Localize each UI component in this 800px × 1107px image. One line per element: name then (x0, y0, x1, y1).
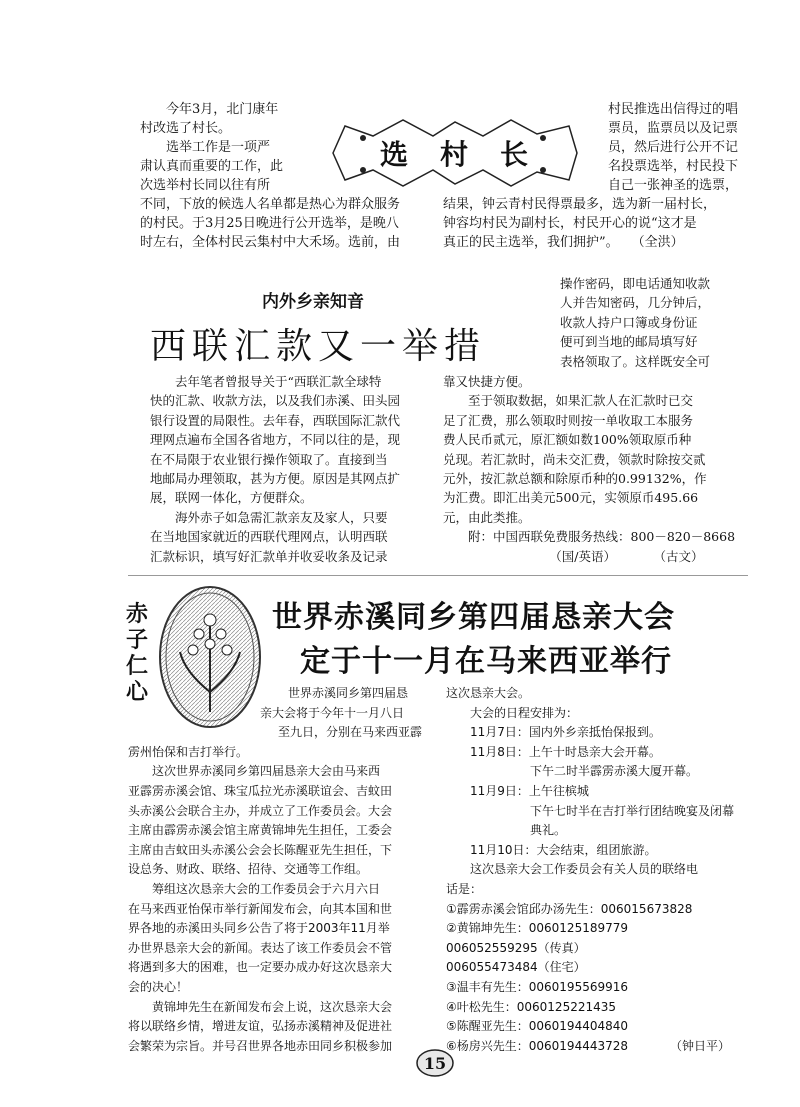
article2-right-line: 为汇费。即汇出美元500元，实领原币495.66 (443, 490, 699, 506)
article3-right-line: 006055473484（住宅） (446, 960, 586, 975)
column-label-char: 心 (125, 680, 148, 705)
article2-right-line: 兑现。若汇款时，尚未交汇费，领款时除按交贰 (443, 451, 706, 467)
article1-right-line: 自己一张神圣的选票， (607, 178, 738, 193)
article1-right-line: 票员，监票员以及记票 (607, 121, 738, 136)
article3-right-line: 11月7日：国内外乡亲抵怡保报到。 (446, 725, 661, 740)
article3-right-line: 11月8日：上午十时恳亲大会开幕。 (446, 744, 661, 759)
article1-left-line: 肃认真而重要的工作，此 (140, 159, 284, 174)
article3-left-line: 会繁荣为宗旨。并号召世界各地赤田同乡积极参加 (128, 1038, 393, 1053)
article1-bottom-left-line: 的村民。于3月25日晚进行公开选举，是晚八 (140, 216, 399, 231)
article3-left-line: 将遇到多大的困难，也一定要办成办好这次恳亲大 (128, 960, 393, 975)
article1-right-line: 员，然后进行公开不记 (607, 140, 738, 155)
article3-right-line: 话是： (446, 881, 483, 896)
article1-bottom-right-line: 钟容均村民为副村长，村民开心的说“这才是 (443, 216, 697, 231)
article3-right-line: ②黄锦坤先生：0060125189779 (446, 921, 629, 936)
article3-left-line: 至九日，分别在马来西亚霹 (278, 725, 423, 740)
article2-right-top-line: 人并告知密码，几分钟后， (560, 295, 711, 311)
article2-right-top-line: 操作密码，即电话通知收款 (560, 276, 711, 291)
section-divider (128, 575, 748, 576)
article3-left-line: 黄锦坤先生在新闻发布会上说，这次恳亲大会 (128, 999, 393, 1014)
article3-right-line: ③温丰有先生：0060195569916 (446, 979, 629, 994)
article3-left-line: 筹组这次恳亲大会的工作委员会于六月六日 (128, 881, 381, 896)
article2-kicker: 内外乡亲知音 (262, 292, 364, 312)
article2-right-line: （国/英语） （古文） (443, 548, 704, 564)
article1-bottom-right-line: 真正的民主选举，我们拥护”。 （全洪） (443, 235, 684, 250)
article2-right-line: 至于领取数据，如果汇款人在汇款时已交 (443, 393, 694, 409)
article2-left-line: 银行设置的局限性。去年春，西联国际汇款代 (150, 412, 401, 428)
article2-left-line: 去年笔者曾报导关于“西联汇款全球特 (150, 374, 382, 389)
article3-left-line: 亲大会将于今年十一月八日 (260, 705, 405, 720)
article3-right-line: 下午七时半在吉打举行团结晚宴及闭幕 (446, 803, 735, 818)
article3-left-line: 主席由霹雳赤溪会馆主席黄锦坤先生担任，工委会 (128, 823, 393, 838)
article3-right-line: 这次恳亲大会工作委员会有关人员的联络电 (446, 862, 699, 877)
headline-char: 长 (500, 138, 529, 171)
article3-left-line: 主席由吉蚊田头赤溪公会会长陈醒亚先生担任，下 (128, 842, 393, 857)
article3-right-line: ⑥杨房兴先生：0060194443728 （钟日平） (446, 1038, 731, 1053)
article1-bottom-right-line: 结果，钟云青村民得票最多，选为新一届村长， (443, 197, 717, 212)
article1-headline (323, 112, 585, 194)
article3-left-line: 办世界恳亲大会的新闻。表达了该工作委员会不管 (128, 940, 393, 955)
article3-left-line: 头赤溪公会联合主办，并成立了工作委员会。大会 (128, 803, 393, 818)
headline-char: 村 (439, 138, 468, 171)
article2-left-line: 汇款标识，填写好汇款单并收妥收条及记录 (150, 548, 388, 564)
article1-left-line: 村改选了村长。 (140, 121, 232, 136)
article2-right-line: 足了汇费，那么领取时则按一单收取工本服务 (443, 412, 694, 428)
article2-title: 西联汇款又一举措 (150, 326, 487, 367)
article3-title-line2: 定于十一月在马来西亚举行 (300, 644, 672, 679)
article1-left-line: 今年3月，北门康年 (140, 102, 279, 117)
article1-left-line: 选举工作是一项严 (140, 140, 271, 155)
article2-right-top-line: 便可到当地的邮局填写好 (560, 334, 698, 350)
article3-right-line: ①霹雳赤溪会馆邱办汤先生：006015673828 (446, 901, 693, 916)
headline-char: 选 (379, 138, 408, 171)
article3-left-line: 将以联络乡情，增进友谊，弘扬赤溪精神及促进社 (128, 1019, 393, 1034)
article3-right-line: 典礼。 (446, 823, 567, 838)
article3-right-line: ④叶松先生：0060125221435 (446, 999, 617, 1014)
article1-right-line: 村民推选出信得过的唱 (607, 102, 738, 117)
article2-right-line: 费人民币贰元，原汇额如数100%领取原币种 (443, 432, 692, 448)
column-label-char: 子 (125, 628, 148, 653)
article2-left-line: 海外赤子如急需汇款亲友及家人，只要 (150, 509, 388, 525)
page-number (415, 1048, 455, 1078)
article3-left-line: 界各地的赤溪田头同乡公告了将于2003年11月举 (128, 921, 390, 936)
article1-bottom-left-line: 时左右，全体村民云集村中大禾场。选前，由 (140, 235, 401, 250)
article3-right-line: 11月10日：大会结束，组团旅游。 (446, 842, 657, 857)
article3-title-line1: 世界赤溪同乡第四届恳亲大会 (272, 600, 675, 635)
article2-right-top-line: 表格领取了。这样既安全可 (560, 353, 711, 369)
article3-left-line: 设总务、财政、联络、招待、交通等工作组。 (128, 862, 369, 877)
article1-right-line: 名投票选举，村民投下 (607, 159, 738, 174)
article3-left-line: 在马来西亚怡保市举行新闻发布会，向其本国和世 (128, 901, 393, 916)
article3-right-line: 006052559295（传真） (446, 940, 586, 955)
article3-left-line: 这次世界赤溪同乡第四届恳亲大会由马来西 (128, 764, 381, 779)
article3-right-line: 11月9日：上午往槟城 (446, 783, 589, 798)
article2-left-line: 在当地国家就近的西联代理网点，认明西联 (150, 529, 388, 545)
article2-right-line: 靠又快捷方便。 (443, 374, 531, 389)
article3-right-line: 大会的日程安排为： (446, 705, 579, 720)
article1-bottom-left-line: 不同，下放的候选人名单都是热心为群众服务 (140, 197, 401, 212)
article3-left-line: 亚霹雳赤溪会馆、珠宝瓜拉光赤溪联谊会、吉蚊田 (128, 783, 393, 798)
article2-right-line: 元，由此类推。 (443, 509, 531, 525)
article2-left-line: 地邮局办理领取，甚为方便。原因是其网点扩 (150, 471, 401, 487)
article1-left-line: 次选举村长同以往有所 (140, 178, 271, 193)
article3-right-line: ⑤陈醒亚先生：0060194404840 (446, 1019, 629, 1034)
article3-left-line: 会的决心！ (128, 979, 189, 994)
article3-right-line: 这次恳亲大会。 (446, 686, 531, 700)
article2-right-line: 附：中国西联免费服务热线：800－820－8668 (443, 529, 736, 545)
article2-left-line: 在不局限于农业银行操作领取了。直接到当 (150, 451, 388, 467)
article2-left-line: 快的汇款、收款方法，以及我们赤溪、田头园 (150, 393, 401, 409)
article2-left-line: 展，联网一体化，方便群众。 (150, 490, 313, 506)
article3-left-line: 世界赤溪同乡第四届恳 (288, 686, 409, 700)
article2-right-line: 元外，按汇款总额和除原币种的0.99132%，作 (443, 471, 707, 487)
article3-left-line: 雳州怡保和吉打举行。 (128, 744, 249, 759)
page-number-text: 15 (423, 1053, 447, 1073)
column-label-char: 赤 (125, 602, 148, 627)
article2-left-line: 理网点遍布全国各省地方，不同以往的是，现 (150, 432, 401, 448)
article3-right-line: 下午二时半霹雳赤溪大厦开幕。 (446, 764, 699, 779)
column-label-char: 仁 (125, 654, 148, 679)
article2-right-top-line: 收款人持户口簿或身份证 (560, 314, 698, 330)
